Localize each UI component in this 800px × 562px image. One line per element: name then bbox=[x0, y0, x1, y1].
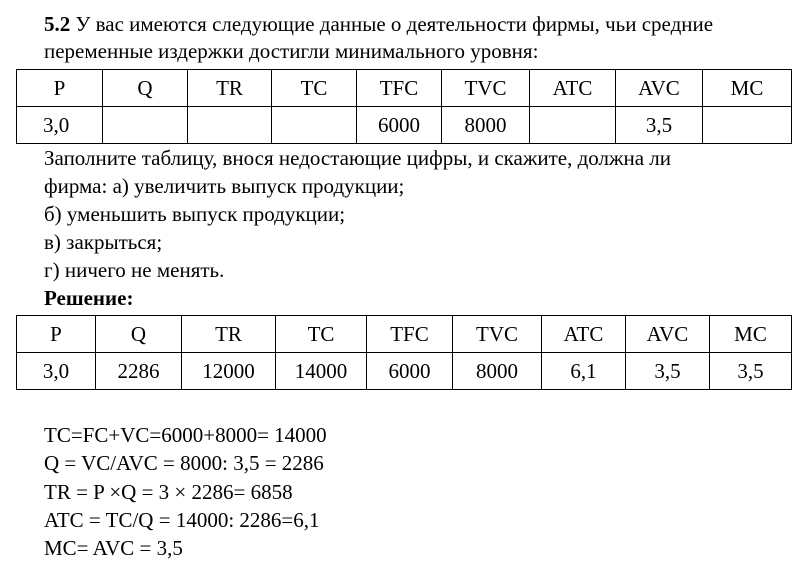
table-row bbox=[17, 107, 792, 144]
task-option-b: б) уменьшить выпуск продукции; bbox=[44, 202, 346, 226]
task-option-c: в) закрыться; bbox=[44, 230, 163, 254]
cell-tvc: 8000 bbox=[442, 107, 530, 144]
formula-atc: ATC = TC/Q = 14000: 2286=6,1 bbox=[44, 508, 320, 532]
given-data-table bbox=[16, 69, 792, 144]
table-header-row bbox=[17, 70, 792, 107]
table-row bbox=[17, 353, 792, 390]
cell-avc: 3,5 bbox=[626, 353, 710, 390]
cell-mc: 3,5 bbox=[710, 353, 792, 390]
header-cell-avc: AVC bbox=[626, 316, 710, 353]
solution-heading: Решение: bbox=[44, 286, 134, 310]
problem-statement-line-2: переменные издержки достигли минимального уровня: bbox=[44, 39, 539, 63]
problem-number: 5.2 bbox=[44, 12, 71, 36]
formula-tr: TR = P ×Q = 3 × 2286= 6858 bbox=[44, 480, 293, 504]
header-cell-tfc: TFC bbox=[367, 316, 453, 353]
cell-q: 2286 bbox=[96, 353, 182, 390]
solution-table bbox=[16, 315, 792, 390]
header-cell-tfc: TFC bbox=[357, 70, 442, 107]
cell-atc bbox=[530, 107, 616, 144]
formula-tc: TC=FC+VC=6000+8000= 14000 bbox=[44, 423, 327, 447]
cell-tfc: 6000 bbox=[367, 353, 453, 390]
header-cell-mc: MC bbox=[710, 316, 792, 353]
task-line-1: Заполните таблицу, внося недостающие цифры, и скажите, должна ли bbox=[44, 146, 672, 170]
task-line-2: фирма: а) увеличить выпуск продукции; bbox=[44, 174, 405, 198]
header-cell-tr: TR bbox=[188, 70, 272, 107]
cell-tc bbox=[272, 107, 357, 144]
cell-p: 3,0 bbox=[17, 107, 103, 144]
header-cell-tvc: TVC bbox=[442, 70, 530, 107]
table-header-row bbox=[17, 316, 792, 353]
formula-mc: MC= AVC = 3,5 bbox=[44, 536, 183, 560]
cell-avc: 3,5 bbox=[616, 107, 703, 144]
cell-tfc: 6000 bbox=[357, 107, 442, 144]
cell-tr bbox=[188, 107, 272, 144]
header-cell-p: P bbox=[17, 316, 96, 353]
header-cell-atc: ATC bbox=[542, 316, 626, 353]
problem-text-1: У вас имеются следующие данные о деятельности фирмы, чьи средние bbox=[70, 12, 714, 36]
cell-q bbox=[103, 107, 188, 144]
header-cell-q: Q bbox=[96, 316, 182, 353]
cell-tvc: 8000 bbox=[453, 353, 542, 390]
cell-p: 3,0 bbox=[17, 353, 96, 390]
cell-atc: 6,1 bbox=[542, 353, 626, 390]
header-cell-atc: ATC bbox=[530, 70, 616, 107]
cell-tc: 14000 bbox=[276, 353, 367, 390]
header-cell-tr: TR bbox=[182, 316, 276, 353]
header-cell-p: P bbox=[17, 70, 103, 107]
problem-statement-line-1 bbox=[44, 12, 713, 36]
header-cell-mc: MC bbox=[703, 70, 792, 107]
cell-tr: 12000 bbox=[182, 353, 276, 390]
header-cell-tc: TC bbox=[272, 70, 357, 107]
header-cell-q: Q bbox=[103, 70, 188, 107]
cell-mc bbox=[703, 107, 792, 144]
task-option-d: г) ничего не менять. bbox=[44, 258, 225, 282]
header-cell-tc: TC bbox=[276, 316, 367, 353]
header-cell-tvc: TVC bbox=[453, 316, 542, 353]
header-cell-avc: AVC bbox=[616, 70, 703, 107]
formula-q: Q = VC/AVC = 8000: 3,5 = 2286 bbox=[44, 451, 324, 475]
